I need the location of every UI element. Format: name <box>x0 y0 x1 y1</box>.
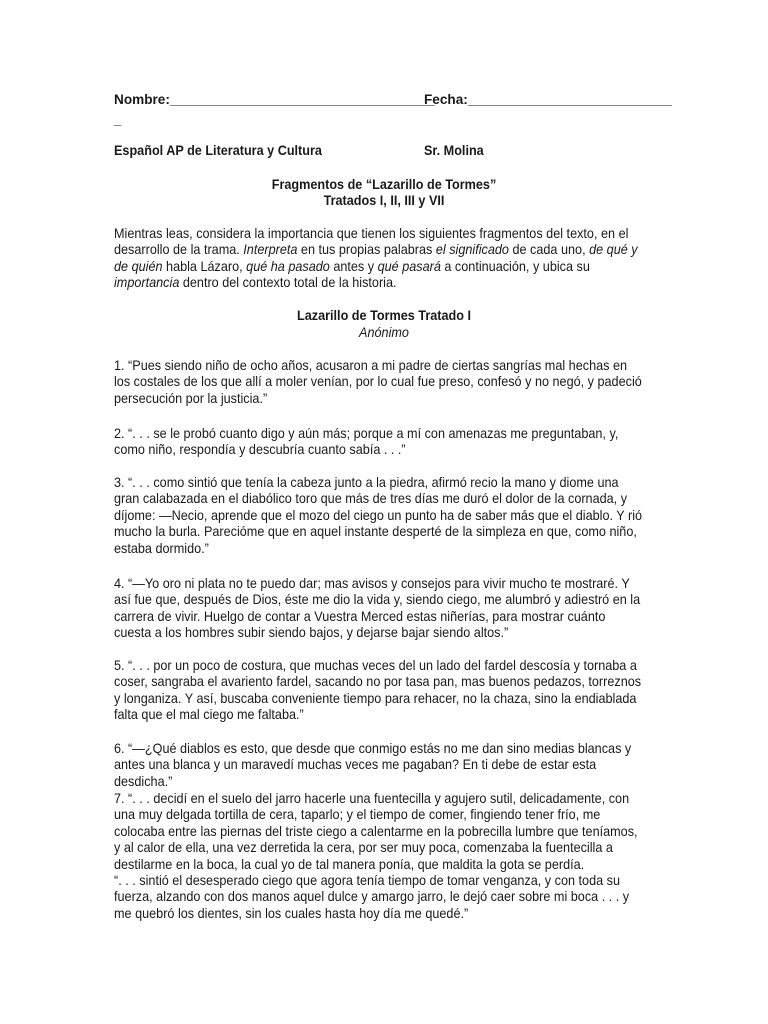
fragment-2: 2. “. . . se le probó cuanto digo y aún más; porque a mí con amenazas me preguntaban, y, como niño, respondía y descubría cuanto sabía . . .” <box>114 426 619 458</box>
teacher-name: Sr. Molina <box>424 143 484 158</box>
section-title: Lazarillo de Tormes Tratado I <box>297 308 471 323</box>
course-name: Español AP de Literatura y Cultura <box>114 143 322 158</box>
nombre-field-label: Nombre:___________________________________ <box>114 92 435 107</box>
document-subtitle: Tratados I, II, III y VII <box>323 193 445 208</box>
document-title: Fragmentos de “Lazarillo de Tormes” <box>271 177 497 192</box>
instructions-paragraph: Mientras leas, considera la importancia que tienen los siguientes fragmentos del texto, en el desarrollo de la trama. Interpreta en tus propias palabras el significado de cada uno, de qué y de quién habla Lázaro, qué ha pasado antes y qué pasará a continuación, y ubica su importancia dentro del contexto total de la historia. <box>114 226 638 291</box>
fecha-field-label: Fecha:___________________________ <box>424 92 672 107</box>
fragment-4: 4. “—Yo oro ni plata no te puedo dar; mas avisos y consejos para vivir mucho te mostraré. Y así fue que, después de Dios, éste me dio la vida y, siendo ciego, me alumbró y adiestró en la carrera de vivir. Huelgo de contar a Vuestra Merced estas niñerías, para mostrar cuánto cuesta a los hombres subir siendo bajos, y dejarse bajar siendo altos.” <box>114 576 641 641</box>
fragment-7-part-1: 7. “. . . decidí en el suelo del jarro hacerle una fuentecilla y agujero sutil, delicadamente, con una muy delgada tortilla de cera, taparlo; y el tiempo de comer, fingiendo tener frío, me colocaba entre las piernas del triste ciego a calentarme en la pobrecilla lumbre que teníamos, y al calor de ella, una vez derretida la cera, por ser muy poca, comenzaba la fuentecilla a destilarme en la boca, la cual yo de tal manera ponía, que maldita la gota se perdía. <box>114 791 638 872</box>
fragment-6: 6. “—¿Qué diablos es esto, que desde que conmigo estás no me dan sino medias blancas y antes una blanca y un maravedí muchas veces me pagaban? En ti debe de estar esta desdicha.” <box>114 741 632 789</box>
fragment-7-part-2: “. . . sintió el desesperado ciego que agora tenía tiempo de tomar venganza, y con toda su fuerza, alzando con dos manos aquel dulce y amargo jarro, le dejó caer sobre mi boca . . . y me quebró los dientes, sin los cuales hasta hoy día me quedé.” <box>114 873 630 921</box>
fragment-5: 5. “. . . por un poco de costura, que muchas veces del un lado del fardel descosía y tornaba a coser, sangraba el avariento fardel, sacando no por tasa pan, mas buenos pedazos, torreznos y longaniza. Y así, buscaba conveniente tiempo para rehacer, no la chaza, sino la endiablada falta que el mal ciego me faltaba.” <box>114 658 642 723</box>
fragment-3: 3. “. . . como sintió que tenía la cabeza junto a la piedra, afirmó recio la mano y diome una gran calabazada en el diabólico toro que más de tres días me duró el dolor de la cornada, y díjome: —Necio, aprende que el mozo del ciego un punto ha de saber más que el diablo. Y rió mucho la burla. Parecióme que en aquel instante desperté de la simpleza en que, como niño, estaba dormido.” <box>114 475 643 556</box>
section-author: Anónimo <box>359 325 409 340</box>
wrapped-underscore: _ <box>114 112 122 127</box>
fragment-7 <box>114 791 644 922</box>
fragment-1: 1. “Pues siendo niño de ocho años, acusaron a mi padre de ciertas sangrías mal hechas en los costales de los que allí a moler venían, por lo cual fue preso, confesó y no negó, y padeció persecución por la justicia.” <box>114 358 642 406</box>
